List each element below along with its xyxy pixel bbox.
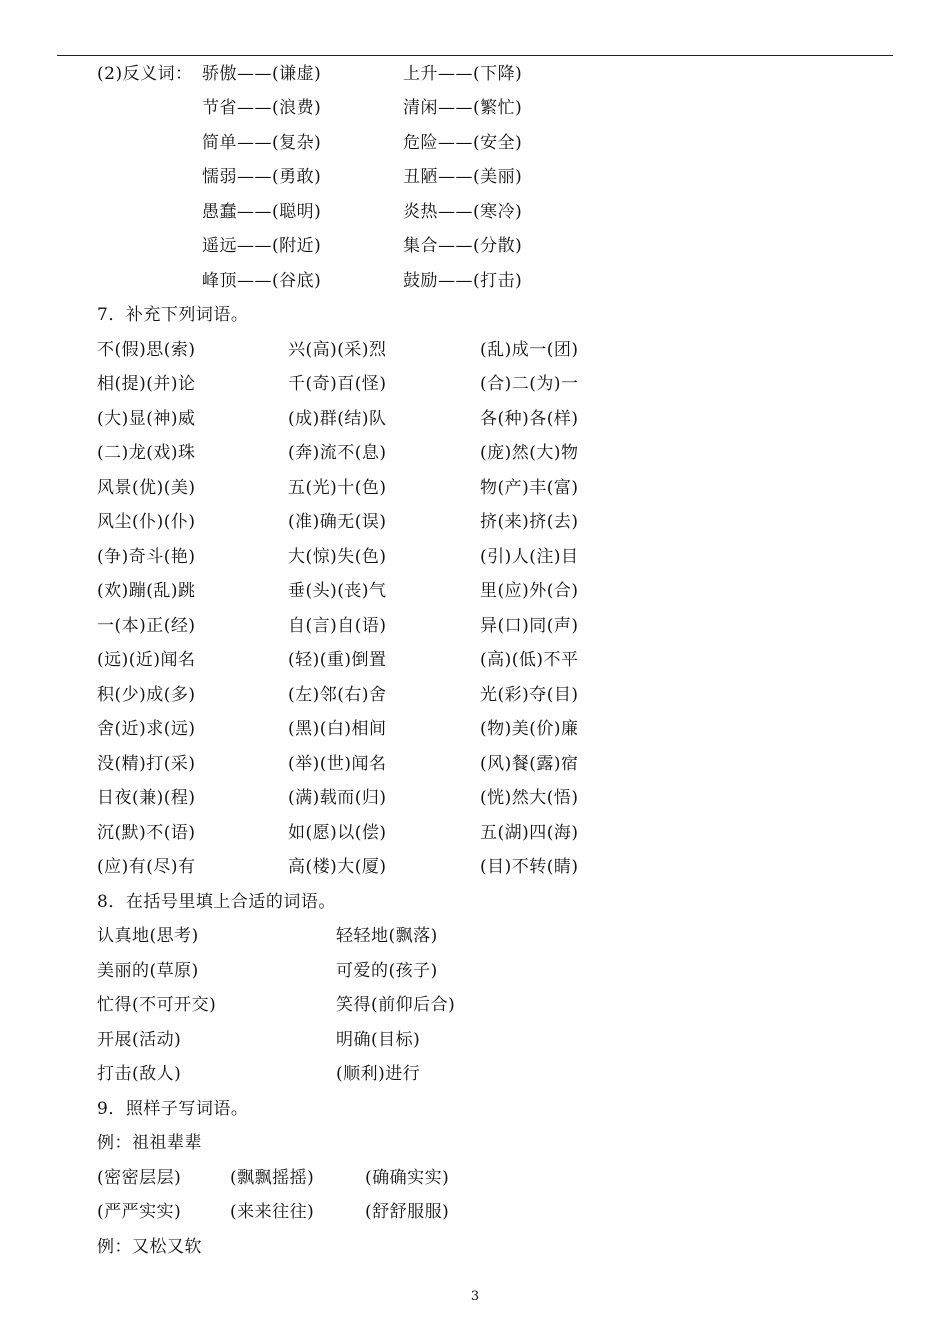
phrase-cell: 明确(目标) [336,1030,421,1050]
idiom-cell: 光(彩)夺(目) [480,685,579,705]
antonym-pair-right: 清闲——(繁忙) [403,98,523,118]
idiom-cell: (合)二(为)一 [480,374,579,394]
idiom-cell: (物)美(价)廉 [480,719,579,739]
word-cell: (确确实实) [365,1168,450,1188]
example-line: 例：又松又软 [97,1237,202,1257]
idiom-cell: 千(奇)百(怪) [288,374,387,394]
idiom-cell: (满)载而(归) [288,788,387,808]
idiom-cell: 一(本)正(经) [97,616,196,636]
phrase-cell: 轻轻地(飘落) [336,926,438,946]
word-cell: (飘飘摇摇) [230,1168,315,1188]
phrase-cell: 笑得(前仰后合) [336,995,456,1015]
idiom-cell: 舍(近)求(远) [97,719,196,739]
section-7-heading: 7．补充下列词语。 [97,305,249,325]
idiom-cell: (乱)成一(团) [480,340,579,360]
idiom-cell: (轻)(重)倒置 [288,650,387,670]
phrase-cell: 打击(敌人) [97,1064,182,1084]
antonym-pair-right: 上升——(下降) [403,64,523,84]
page-number: 3 [470,1289,480,1304]
phrase-cell: 开展(活动) [97,1030,182,1050]
idiom-cell: 各(种)各(样) [480,409,579,429]
antonym-pair-left: 峰顶——(谷底) [202,271,322,291]
phrase-cell: 可爱的(孩子) [336,961,438,981]
idiom-cell: (大)显(神)威 [97,409,196,429]
idiom-cell: (应)有(尽)有 [97,857,196,877]
antonym-pair-left: 节省——(浪费) [202,98,322,118]
antonym-pair-left: 简单——(复杂) [202,133,322,153]
idiom-cell: (成)群(结)队 [288,409,387,429]
header-rule [57,55,893,56]
word-cell: (来来往往) [230,1202,315,1222]
idiom-cell: 日夜(兼)(程) [97,788,196,808]
idiom-cell: 物(产)丰(富) [480,478,579,498]
antonyms-heading: (2)反义词： [97,64,193,84]
idiom-cell: 异(口)同(声) [480,616,579,636]
idiom-cell: 积(少)成(多) [97,685,196,705]
idiom-cell: (欢)蹦(乱)跳 [97,581,196,601]
idiom-cell: (准)确无(误) [288,512,387,532]
antonym-pair-left: 遥远——(附近) [202,236,322,256]
idiom-cell: (庞)然(大)物 [480,443,579,463]
idiom-cell: 如(愿)以(偿) [288,823,387,843]
antonym-pair-right: 丑陋——(美丽) [403,167,523,187]
idiom-cell: 高(楼)大(厦) [288,857,387,877]
phrase-cell: (顺利)进行 [336,1064,421,1084]
idiom-cell: (左)邻(右)舍 [288,685,387,705]
idiom-cell: (举)(世)闻名 [288,754,387,774]
idiom-cell: 风景(优)(美) [97,478,196,498]
section-8-heading: 8．在括号里填上合适的词语。 [97,892,336,912]
idiom-cell: (争)奇斗(艳) [97,547,196,567]
phrase-cell: 认真地(思考) [97,926,199,946]
idiom-cell: 大(惊)失(色) [288,547,387,567]
idiom-cell: 不(假)思(索) [97,340,196,360]
idiom-cell: 里(应)外(合) [480,581,579,601]
antonym-pair-left: 骄傲——(谦虚) [202,64,322,84]
idiom-cell: (恍)然大(悟) [480,788,579,808]
antonym-pair-right: 鼓励——(打击) [403,271,523,291]
idiom-cell: 风尘(仆)(仆) [97,512,196,532]
antonym-pair-right: 炎热——(寒冷) [403,202,523,222]
idiom-cell: (高)(低)不平 [480,650,579,670]
idiom-cell: (目)不转(睛) [480,857,579,877]
idiom-cell: (奔)流不(息) [288,443,387,463]
idiom-cell: (风)餐(露)宿 [480,754,579,774]
idiom-cell: 相(提)(并)论 [97,374,196,394]
idiom-cell: (二)龙(戏)珠 [97,443,196,463]
example-line: 例：祖祖辈辈 [97,1133,202,1153]
antonym-pair-left: 懦弱——(勇敢) [202,167,322,187]
word-cell: (密密层层) [97,1168,182,1188]
idiom-cell: 五(湖)四(海) [480,823,579,843]
idiom-cell: 垂(头)(丧)气 [288,581,387,601]
idiom-cell: (引)人(注)目 [480,547,579,567]
word-cell: (严严实实) [97,1202,182,1222]
idiom-cell: 自(言)自(语) [288,616,387,636]
idiom-cell: 沉(默)不(语) [97,823,196,843]
phrase-cell: 忙得(不可开交) [97,995,217,1015]
idiom-cell: 挤(来)挤(去) [480,512,579,532]
idiom-cell: 兴(高)(采)烈 [288,340,387,360]
idiom-cell: 五(光)十(色) [288,478,387,498]
idiom-cell: 没(精)打(采) [97,754,196,774]
word-cell: (舒舒服服) [365,1202,450,1222]
idiom-cell: (黑)(白)相间 [288,719,387,739]
idiom-cell: (远)(近)闻名 [97,650,196,670]
section-9-heading: 9．照样子写词语。 [97,1099,249,1119]
phrase-cell: 美丽的(草原) [97,961,199,981]
antonym-pair-right: 集合——(分散) [403,236,523,256]
antonym-pair-left: 愚蠢——(聪明) [202,202,322,222]
antonym-pair-right: 危险——(安全) [403,133,523,153]
